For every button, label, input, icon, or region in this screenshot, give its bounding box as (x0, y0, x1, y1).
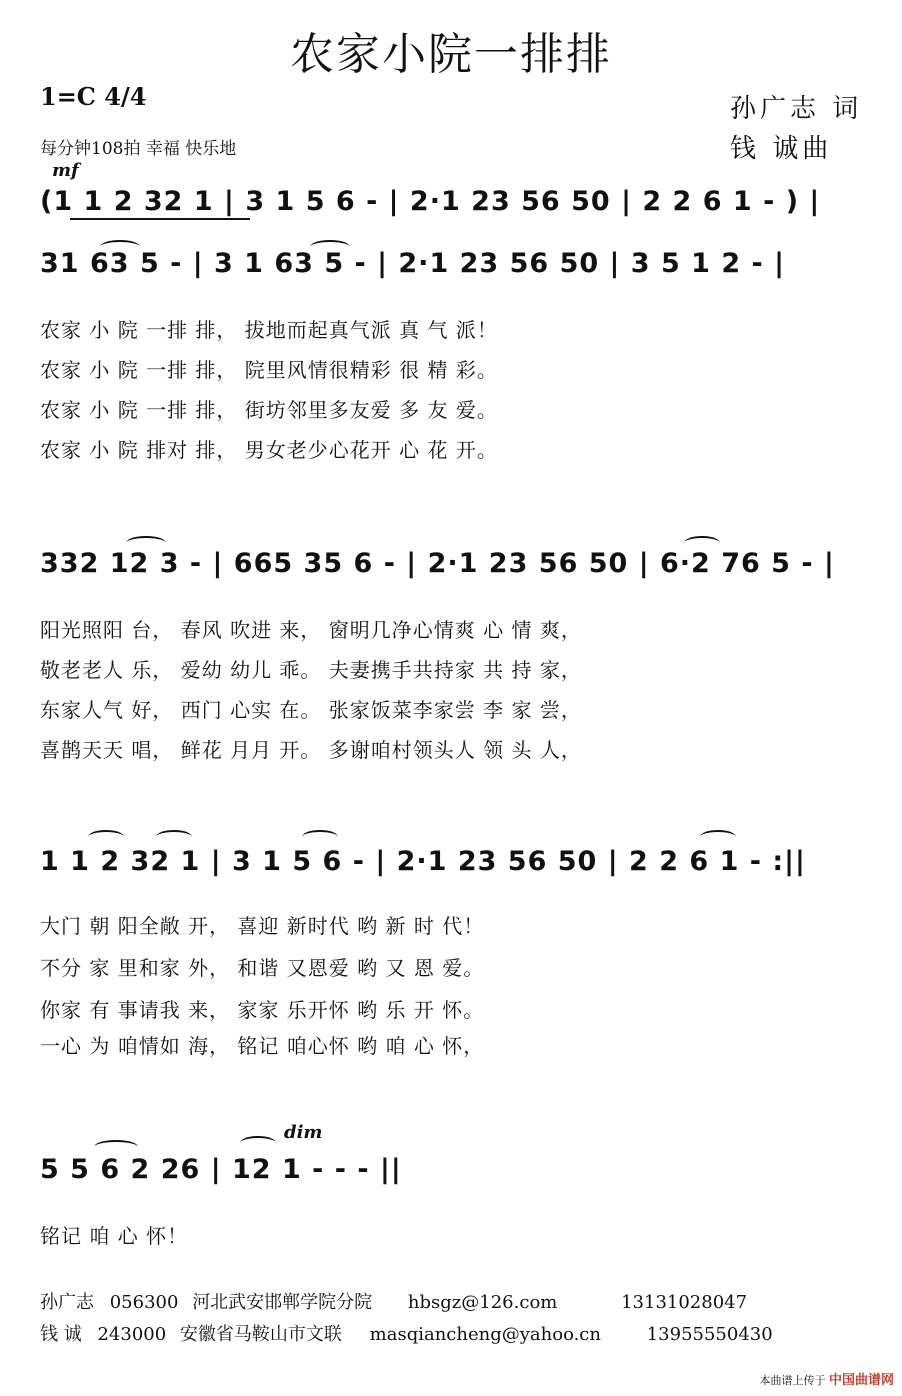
contact-postcode: 243000 (97, 1324, 167, 1345)
lyric-b-2: 敬老老人 乐， 爱幼 幼儿 乖。 夫妻携手共持家 共 持 家， (40, 658, 582, 682)
lyric-a-3: 农家 小 院 一排 排， 街坊邻里多友爱 多 友 爱。 (40, 398, 498, 422)
beam-line-1 (70, 218, 250, 220)
lyric-b-3: 东家人气 好， 西门 心实 在。 张家饭菜李家尝 李 家 尝， (40, 698, 582, 722)
contact-email[interactable]: hbsgz@126.com (407, 1292, 558, 1313)
contact-postcode: 056300 (109, 1292, 179, 1313)
lyric-b-1: 阳光照阳 台， 春风 吹进 来， 窗明几净心情爽 心 情 爽， (40, 618, 582, 642)
score-line-1: (1 1 2 32 1 | 3 1 5 6 - | 2·1 23 56 50 | 2 2 6 1 - ) | (40, 186, 821, 217)
contact-org: 河北武安邯郸学院分院 (192, 1292, 373, 1313)
score-line-5: 5 5 6 2 26 | 12 1 - - - || (40, 1154, 402, 1185)
upload-text: 本曲谱上传于 (759, 1374, 826, 1387)
slur-10 (240, 1136, 276, 1150)
page-title: 农家小院一排排 (290, 29, 612, 80)
contact-name: 孙广志 (40, 1292, 94, 1313)
slur-7 (302, 830, 338, 844)
contact-phone: 13131028047 (621, 1292, 748, 1313)
score-line-2: 31 63 5 - | 3 1 63 5 - | 2·1 23 56 50 | 3 5 1 2 - | (40, 248, 786, 279)
lyric-c-1: 大门 朝 阳全敞 开， 喜迎 新时代 哟 新 时 代！ (40, 914, 485, 938)
composer-credit: 钱 诚曲 (730, 134, 833, 164)
key-signature: 1=C 4/4 (40, 82, 147, 111)
contact-row-1 (40, 1288, 747, 1314)
slur-6 (156, 830, 192, 844)
lyric-c-2: 不分 家 里和家 外， 和谐 又恩爱 哟 又 恩 爱。 (40, 956, 485, 980)
tempo-marking: 每分钟108拍 幸福 快乐地 (40, 139, 237, 159)
lyric-c-4: 一心 为 咱情如 海， 铭记 咱心怀 哟 咱 心 怀， (40, 1034, 485, 1058)
slur-9 (94, 1140, 138, 1154)
score-line-4: 1 1 2 32 1 | 3 1 5 6 - | 2·1 23 56 50 | 2 2 6 1 - :|| (40, 846, 806, 877)
contact-name: 钱 诚 (40, 1324, 82, 1345)
coda-lyric: 铭记 咱 心 怀！ (40, 1224, 189, 1248)
dynamic-dim: dim (284, 1122, 323, 1143)
contact-phone: 13955550430 (646, 1324, 773, 1345)
slur-5 (88, 830, 124, 844)
site-brand-logo[interactable]: 中国曲谱网 (828, 1373, 894, 1388)
score-line-3: 332 12 3 - | 665 35 6 - | 2·1 23 56 50 | 6·2 76 5 - | (40, 548, 835, 579)
lyric-b-4: 喜鹊天天 唱， 鲜花 月月 开。 多谢咱村领头人 领 头 人， (40, 738, 582, 762)
lyric-c-3: 你家 有 事请我 来， 家家 乐开怀 哟 乐 开 怀。 (40, 998, 485, 1022)
contact-email[interactable]: masqiancheng@yahoo.cn (369, 1324, 601, 1345)
lyric-a-1: 农家 小 院 一排 排， 拔地而起真气派 真 气 派！ (40, 318, 498, 342)
slur-8 (700, 830, 736, 844)
upload-note (759, 1369, 894, 1388)
contact-row-2 (40, 1320, 773, 1346)
lyric-a-4: 农家 小 院 排对 排， 男女老少心花开 心 花 开。 (40, 438, 498, 462)
contact-org: 安徽省马鞍山市文联 (179, 1324, 342, 1345)
lyric-a-2: 农家 小 院 一排 排， 院里风情很精彩 很 精 彩。 (40, 358, 498, 382)
dynamic-mf: mf (52, 160, 79, 181)
lyricist-credit: 孙广志 词 (730, 94, 863, 124)
